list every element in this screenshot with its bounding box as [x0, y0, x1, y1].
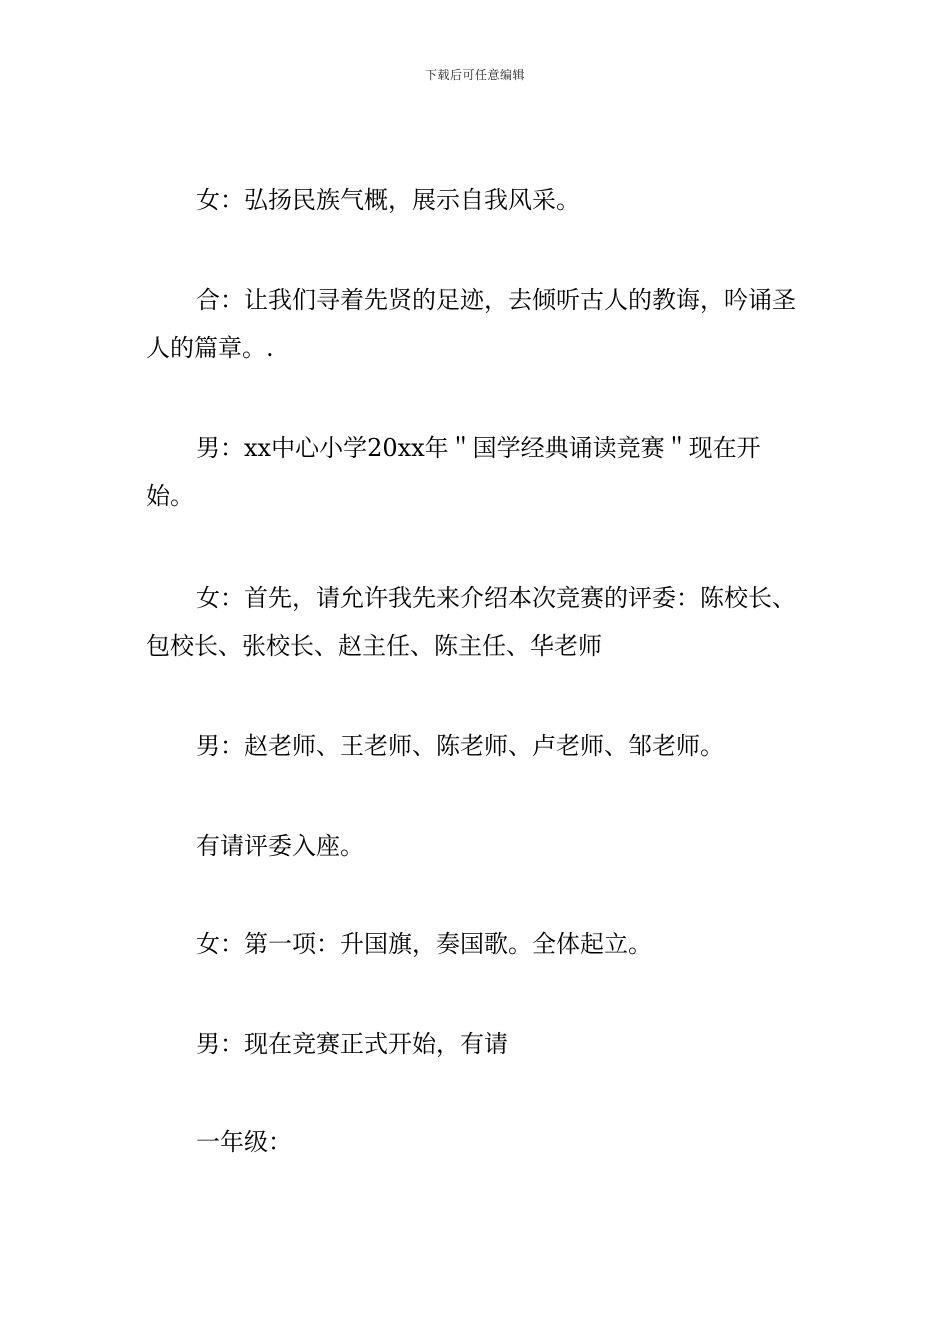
paragraph-4: 女：首先，请允许我先来介绍本次竞赛的评委：陈校长、包校长、张校长、赵主任、陈主任、华老师 — [146, 584, 796, 660]
paragraph-2: 合：让我们寻着先贤的足迹，去倾听古人的教诲，吟诵圣人的篇章。. — [146, 286, 796, 362]
paragraph-9: 一年级： — [196, 1128, 292, 1156]
paragraph-1: 女：弘扬民族气概，展示自我风采。 — [196, 186, 580, 214]
paragraph-8: 男：现在竞赛正式开始，有请 — [196, 1030, 508, 1058]
paragraph-3: 男：xx中心小学20xx年＂国学经典诵读竞赛＂现在开始。 — [146, 434, 761, 510]
page-header: 下载后可任意编辑 — [424, 68, 525, 82]
paragraph-6: 有请评委入座。 — [196, 832, 364, 860]
paragraph-7: 女：第一项：升国旗，奏国歌。全体起立。 — [196, 930, 652, 958]
paragraph-5: 男：赵老师、王老师、陈老师、卢老师、邹老师。 — [196, 732, 724, 760]
